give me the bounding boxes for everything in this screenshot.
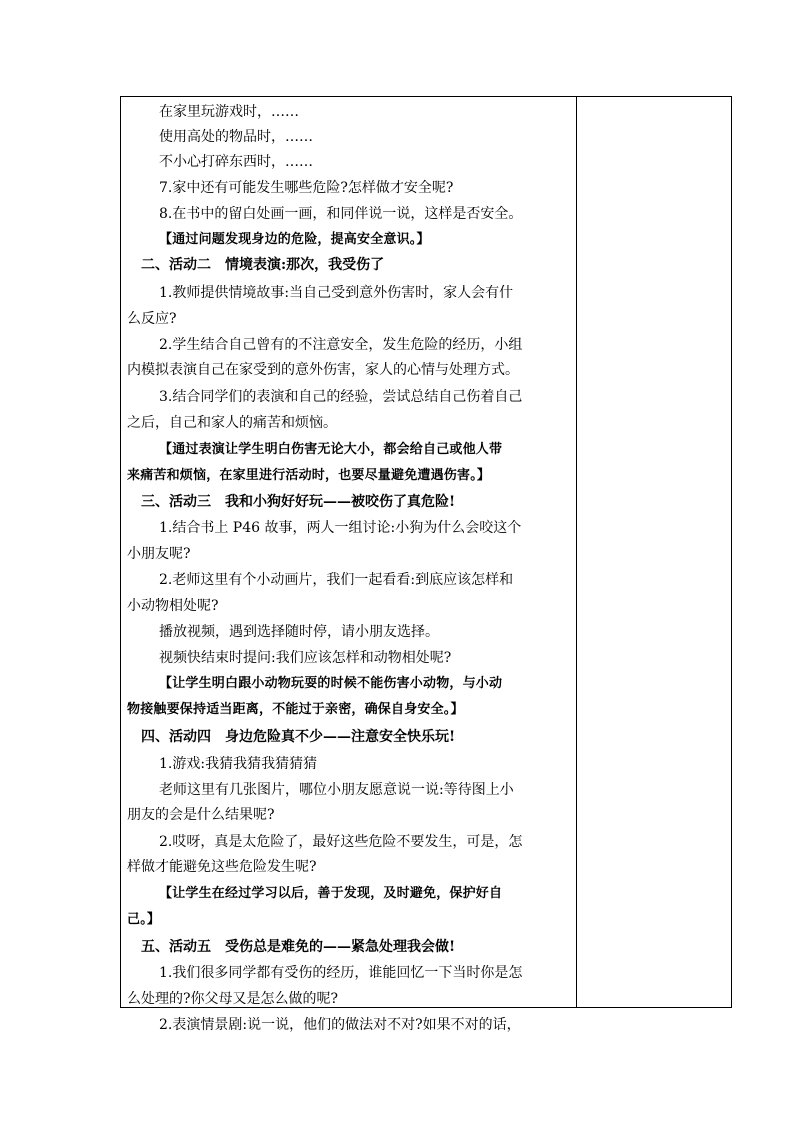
text-line: 视频快结束时提问:我们应该怎样和动物相处呢?: [159, 650, 452, 666]
text-line: 2.哎呀，真是太危险了，最好这些危险不要发生，可是，怎: [159, 834, 523, 850]
text-line: 2.学生结合自己曾有的不注意安全，发生危险的经历，小组: [159, 337, 523, 353]
section-heading: 三、活动三 我和小狗好好玩——被咬伤了真危险!: [141, 494, 456, 510]
section-heading: 五、活动五 受伤总是难免的——紧急处理我会做!: [141, 939, 456, 955]
text-line: 小朋友呢?: [127, 546, 191, 562]
text-line: 1.我们很多同学都有受伤的经历，谁能回忆一下当时你是怎: [159, 965, 523, 981]
text-line: 8.在书中的留白处画一画，和同伴说一说，这样是否安全。: [159, 206, 523, 222]
text-line: 1.游戏:我猜我猜我猜猜猜: [159, 756, 318, 772]
design-note-line: 【通过问题发现身边的危险，提高安全意识。】: [159, 232, 430, 247]
section-heading: 四、活动四 身边危险真不少——注意安全快乐玩!: [141, 729, 456, 745]
text-line: 么反应?: [127, 311, 177, 327]
column-divider: [576, 96, 577, 1008]
text-line: 样做才能避免这些危险发生呢?: [127, 859, 317, 875]
text-line: 使用高处的物品时，……: [159, 129, 313, 145]
text-line: 1.结合书上 P46 故事，两人一组讨论:小狗为什么会咬这个: [159, 520, 522, 536]
text-line: 3.结合同学们的表演和自己的经验，尝试总结自己伤着自己: [159, 389, 523, 405]
design-note-line: 己。】: [127, 912, 161, 927]
design-note-line: 【让学生明白跟小动物玩耍的时候不能伤害小动物，与小动: [159, 676, 503, 691]
design-note-line: 物接触要保持适当距离，不能过于亲密，确保自身安全。】: [127, 702, 464, 717]
text-line: 不小心打碎东西时，……: [159, 154, 313, 170]
text-line: 1.教师提供情境故事:当自己受到意外伤害时，家人会有什: [159, 285, 514, 301]
text-line: 朋友的会是什么结果呢?: [127, 807, 275, 823]
text-line: 在家里玩游戏时，……: [159, 104, 299, 120]
design-note-line: 【通过表演让学生明白伤害无论大小，都会给自己或他人带: [159, 442, 503, 457]
text-line: 老师这里有几张图片，哪位小朋友愿意说一说:等待图上小: [159, 782, 514, 798]
section-heading: 二、活动二 情境表演:那次，我受伤了: [141, 257, 385, 273]
text-line: 内模拟表演自己在家受到的意外伤害，家人的心情与处理方式。: [127, 362, 519, 378]
text-line: 2.表演情景剧:说一说，他们的做法对不对?如果不对的话，: [159, 1017, 521, 1033]
text-line: 小动物相处呢?: [127, 598, 219, 614]
text-line: 之后，自己和家人的痛苦和烦恼。: [127, 415, 337, 431]
design-note-line: 【让学生在经过学习以后，善于发现，及时避免，保护好自: [159, 886, 503, 901]
design-note-line: 来痛苦和烦恼，在家里进行活动时，也要尽量避免遭遇伤害。】: [127, 468, 491, 483]
text-line: 播放视频，遇到选择随时停，请小朋友选择。: [159, 624, 439, 640]
text-line: 7.家中还有可能发生哪些危险?怎样做才安全呢?: [159, 180, 454, 196]
text-line: 2.老师这里有个小动画片，我们一起看看:到底应该怎样和: [159, 572, 514, 588]
text-line: 么处理的?你父母又是怎么做的呢?: [127, 991, 339, 1007]
